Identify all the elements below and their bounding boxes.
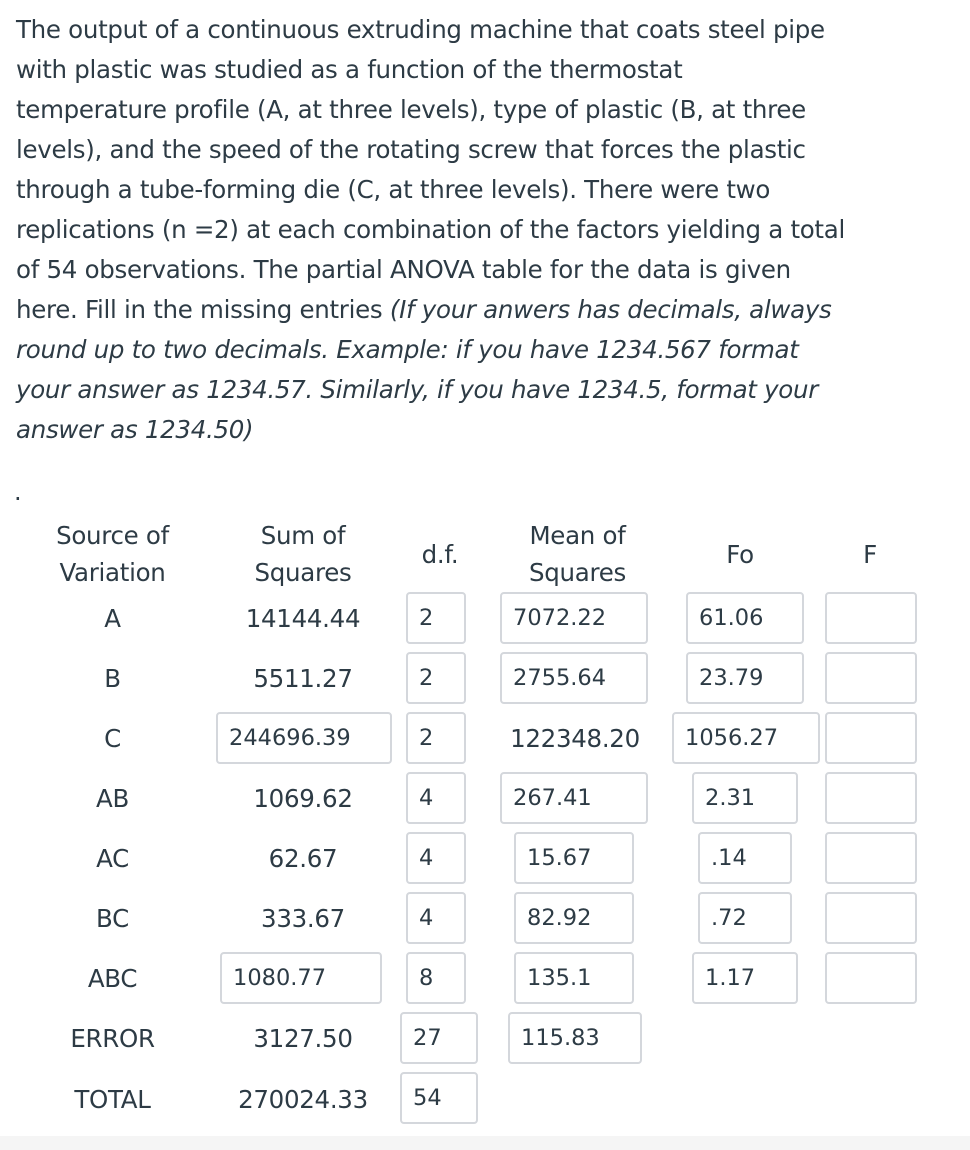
- question-line-plain: here. Fill in the missing entries: [16, 295, 390, 324]
- question-line: with plastic was studied as a function of the thermostat: [16, 55, 683, 84]
- row-a-ss: 14144.44: [245, 604, 361, 633]
- instruction-italic: (If your anwers has decimals, always: [389, 295, 832, 324]
- header-source-line2: Variation: [59, 558, 166, 587]
- row-a-ms-input[interactable]: 7072.22: [500, 592, 648, 644]
- question-line: [16, 290, 956, 330]
- row-ac-ms-input[interactable]: 15.67: [514, 832, 634, 884]
- row-a-df-input[interactable]: 2: [406, 592, 466, 644]
- header-sum-of-squares: [228, 517, 378, 591]
- row-c-fo-input[interactable]: 1056.27: [672, 712, 820, 764]
- row-bc-f-input[interactable]: [825, 892, 917, 944]
- header-ss-line1: Sum of: [260, 521, 346, 550]
- row-ab-source: AB: [96, 784, 129, 813]
- row-ab-df-input[interactable]: 4: [406, 772, 466, 824]
- row-bc-ss: 333.67: [261, 904, 345, 933]
- row-ab-ms-input[interactable]: 267.41: [500, 772, 648, 824]
- row-b-f-input[interactable]: [825, 652, 917, 704]
- row-bc-ms-input[interactable]: 82.92: [514, 892, 634, 944]
- row-a-source: A: [104, 604, 121, 633]
- row-b-ms-input[interactable]: 2755.64: [500, 652, 648, 704]
- header-source: [40, 517, 185, 591]
- row-ac-source: AC: [96, 844, 129, 873]
- header-f: F: [863, 540, 877, 569]
- question-line: temperature profile (A, at three levels), type of plastic (B, at three: [16, 95, 806, 124]
- header-ss-line2: Squares: [254, 558, 352, 587]
- row-b-ss: 5511.27: [253, 664, 353, 693]
- row-b-source: B: [104, 664, 121, 693]
- footer-band: [0, 1136, 970, 1150]
- question-line: [16, 410, 956, 450]
- instruction-italic: answer as 1234.50): [16, 415, 254, 444]
- row-c-ss-input[interactable]: 244696.39: [216, 712, 392, 764]
- row-abc-fo-input[interactable]: 1.17: [692, 952, 798, 1004]
- row-error-ms-input[interactable]: 115.83: [508, 1012, 642, 1064]
- row-error-ss: 3127.50: [253, 1024, 353, 1053]
- question-line: levels), and the speed of the rotating screw that forces the plastic: [16, 135, 806, 164]
- row-abc-df-input[interactable]: 8: [406, 952, 466, 1004]
- row-ac-f-input[interactable]: [825, 832, 917, 884]
- question-line: through a tube-forming die (C, at three levels). There were two: [16, 175, 771, 204]
- separator-dot: .: [14, 478, 22, 506]
- row-ab-fo-input[interactable]: 2.31: [692, 772, 798, 824]
- row-total-source: TOTAL: [74, 1085, 151, 1114]
- row-abc-ss-input[interactable]: 1080.77: [220, 952, 382, 1004]
- question-line: [16, 370, 956, 410]
- row-c-df-input[interactable]: 2: [406, 712, 466, 764]
- instruction-italic: round up to two decimals. Example: if you have 1234.567 format: [16, 335, 799, 364]
- row-total-df-input[interactable]: 54: [400, 1072, 478, 1124]
- row-c-ms: 122348.20: [510, 724, 640, 753]
- row-ac-df-input[interactable]: 4: [406, 832, 466, 884]
- header-ms-line1: Mean of: [529, 521, 626, 550]
- row-ac-ss: 62.67: [268, 844, 338, 873]
- row-bc-df-input[interactable]: 4: [406, 892, 466, 944]
- row-error-source: ERROR: [70, 1024, 155, 1053]
- row-a-fo-input[interactable]: 61.06: [686, 592, 804, 644]
- row-ab-f-input[interactable]: [825, 772, 917, 824]
- question-line: [16, 330, 956, 370]
- row-abc-ms-input[interactable]: 135.1: [514, 952, 634, 1004]
- row-abc-source: ABC: [87, 964, 138, 993]
- row-bc-source: BC: [96, 904, 129, 933]
- row-error-df-input[interactable]: 27: [400, 1012, 478, 1064]
- row-ac-fo-input[interactable]: .14: [698, 832, 792, 884]
- row-ab-ss: 1069.62: [253, 784, 353, 813]
- question-line: The output of a continuous extruding machine that coats steel pipe: [16, 15, 825, 44]
- row-abc-f-input[interactable]: [825, 952, 917, 1004]
- question-line: replications (n =2) at each combination of the factors yielding a total: [16, 215, 845, 244]
- row-total-ss: 270024.33: [238, 1085, 368, 1114]
- row-a-f-input[interactable]: [825, 592, 917, 644]
- header-df: d.f.: [421, 540, 459, 569]
- row-b-fo-input[interactable]: 23.79: [686, 652, 804, 704]
- header-source-line1: Source of: [56, 521, 169, 550]
- row-b-df-input[interactable]: 2: [406, 652, 466, 704]
- header-ms-line2: Squares: [529, 558, 626, 587]
- question-line: of 54 observations. The partial ANOVA table for the data is given: [16, 255, 791, 284]
- row-c-f-input[interactable]: [825, 712, 917, 764]
- row-c-source: C: [104, 724, 121, 753]
- row-bc-fo-input[interactable]: .72: [698, 892, 792, 944]
- instruction-italic: your answer as 1234.57. Similarly, if you have 1234.5, format your: [16, 375, 818, 404]
- header-fo: Fo: [726, 540, 754, 569]
- question-text: [16, 10, 956, 450]
- header-mean-squares: [500, 517, 655, 591]
